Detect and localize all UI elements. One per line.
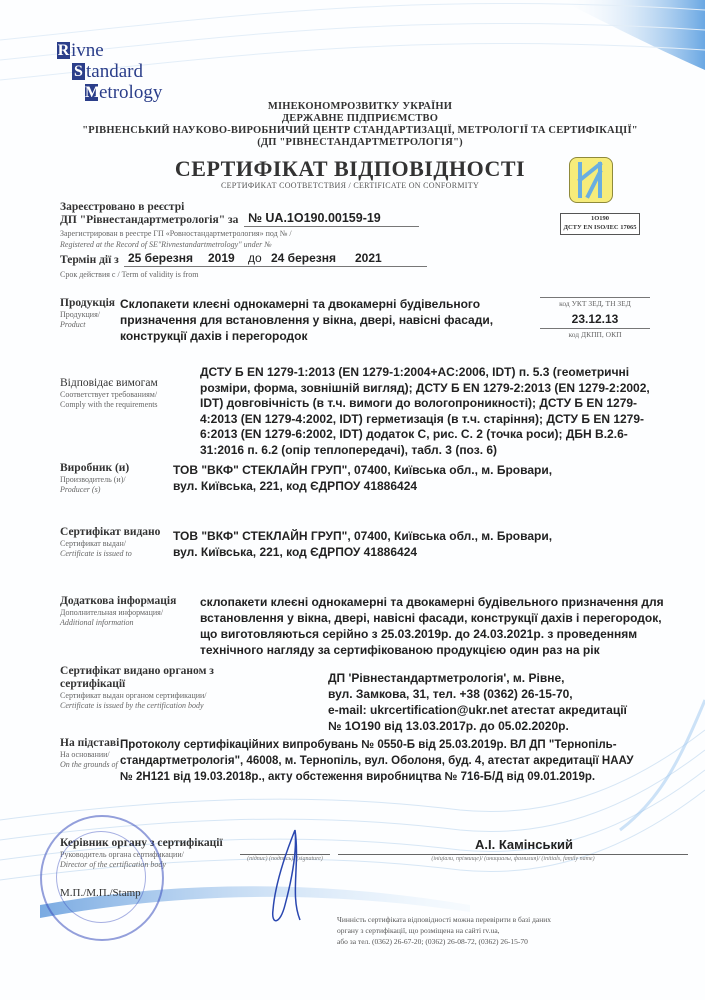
accreditation-info-box — [560, 213, 640, 235]
product-line: Склопакети клеєні однокамерні та двокамерні будівельного — [120, 297, 481, 311]
registration-number: № UA.1O190.00159-19 — [248, 211, 381, 225]
producer-line: вул. Київська, 221, код ЄДРПОУ 41886424 — [173, 479, 418, 493]
signer-name: А.І. Камінський — [475, 837, 573, 852]
requirements-line: 4:2013 (EN 1279-4:2002, IDT) герметизація (в т.ч. старіння); ДСТУ Б EN 1279- — [200, 411, 645, 426]
head-label: Керівник органу з сертифікації — [60, 837, 223, 849]
registration-number-field — [244, 211, 419, 227]
registration-label-2: ДП "Рівнестандартметрологія" за — [60, 214, 239, 226]
logo-line-standard — [72, 61, 162, 82]
issued-by-line: № 1О190 від 13.03.2017р. до 05.02.2020р. — [328, 719, 569, 733]
requirements-line: 6:2013 (EN 1279-6:2002, IDT) додаток С, рис. С. 2 (точка роси); ДБН В.2.6- — [200, 427, 628, 441]
issued-to-label-block — [60, 526, 180, 559]
producer-label-en: Producer (s) — [60, 485, 101, 494]
validity-from-date: 25 березня — [128, 251, 193, 265]
issued-by-value — [328, 670, 688, 734]
requirements-line: розміри, форма, зовнішній вигляд); ДСТУ Б EN 1279-2:2013 (EN 1279-2:2002, — [200, 380, 650, 395]
accreditation-badge-icon — [569, 157, 613, 203]
requirements-label: Відповідає вимогам — [60, 377, 158, 389]
accreditation-standard: ДСТУ EN ISO/IEC 17065 — [563, 224, 637, 231]
signature-scribble-icon — [255, 825, 335, 935]
validity-to-date: 24 березня — [271, 251, 336, 265]
additional-line: встановлення у вікна, двері, навісні фасади, конструкції дахів і перегородок, — [200, 611, 662, 625]
validity-to-year: 2021 — [355, 251, 382, 265]
grounds-label-ru: На основании/ — [60, 750, 110, 759]
product-line: конструкції дахів і перегородок — [120, 329, 308, 343]
issued-to-label-ru: Сертификат выдан/ — [60, 539, 127, 548]
code-top-label: код УКТ ЗЕД, ТН ЗЕД — [540, 297, 650, 308]
validity-field — [124, 251, 427, 267]
grounds-label: На підставі — [60, 737, 120, 749]
validity-sub: Срок действия с / Term of validity is from — [60, 270, 199, 279]
note-line: Чинність сертифіката відповідності можна перевірити в базі даних — [337, 915, 552, 924]
head-label-ru: Руководитель органа сертификации/ — [60, 850, 184, 859]
code-bottom-label: код ДКПП, ОКП — [540, 328, 650, 339]
product-code-box — [540, 297, 650, 339]
producer-value — [173, 462, 653, 494]
grounds-label-en: On the grounds of — [60, 760, 118, 769]
center-name: "РІВНЕНСЬКИЙ НАУКОВО-ВИРОБНИЧИЙ ЦЕНТР СТАНДАРТИЗАЦІЇ, МЕТРОЛОГІЇ ТА СЕРТИФІКАЦІЇ" — [82, 125, 638, 136]
signature-caption: (підпис) (подпись)/ (signature) — [240, 854, 330, 862]
logo-text: tandard — [86, 61, 143, 82]
requirements-label-block — [60, 377, 180, 410]
enterprise-type: ДЕРЖАВНЕ ПІДПРИЄМСТВО — [281, 113, 439, 124]
product-label-block — [60, 297, 120, 330]
producer-line: ТОВ "ВКФ" СТЕКЛАЙН ГРУП", 07400, Київська обл., м. Бровари, — [173, 463, 553, 477]
producer-label-block — [60, 462, 180, 495]
grounds-line: Протоколу сертифікаційних випробувань № 0550-Б від 25.03.2019р. ВЛ ДП "Тернопіль- — [120, 739, 617, 751]
logo-cap: R — [57, 42, 70, 59]
requirements-label-ru: Соответствует требованиям/ — [60, 390, 158, 399]
issued-by-label-en: Certificate is issued by the certification body — [60, 701, 204, 710]
additional-line: що виготовляються серійно з 25.03.2019р. до 24.03.2021р. з проведенням — [200, 627, 638, 641]
additional-label-block — [60, 595, 200, 628]
document-subtitle: СЕРТИФИКАТ СООТВЕТСТВИЯ / CERTIFICATE ON CONFORMITY — [220, 181, 480, 190]
issued-by-line: ДП 'Рівнестандартметрологія', м. Рівне, — [328, 671, 565, 685]
additional-line: технічного нагляду за сертифікованою продукцією один раз на рік — [200, 643, 600, 657]
product-label-ru: Продукция/ — [60, 310, 100, 319]
product-label: Продукція — [60, 297, 115, 309]
validity-to-word: до — [248, 251, 262, 265]
logo-line-metrology — [85, 82, 162, 103]
product-label-en: Product — [60, 320, 86, 329]
additional-line: склопакети клеєні однокамерні та двокамерні будівельного призначення для — [200, 595, 664, 609]
requirements-value — [200, 365, 680, 458]
requirements-line: ДСТУ Б EN 1279-1:2013 (EN 1279-1:2004+AC:2006, IDT) п. 5.3 (геометричні — [200, 365, 630, 379]
logo-text: etrology — [99, 82, 163, 103]
grounds-value — [120, 737, 700, 785]
signer-name-caption: (ініціали, прізвище)/ (инициалы, фамилия)/ (initials, family name) — [338, 854, 688, 862]
ministry-name: МІНЕКОНОМРОЗВИТКУ УКРАЇНИ — [267, 101, 453, 112]
issued-to-label: Сертифікат видано — [60, 526, 161, 538]
verification-note — [337, 914, 551, 947]
logo-cap: S — [72, 63, 85, 80]
requirements-line: 31:2016 п. 6.2 (опір теплопередачі), табл. 3 (поз. 6) — [200, 442, 498, 457]
registration-label-1: Зареєстровано в реєстрі — [60, 201, 185, 213]
producer-label: Виробник (и) — [60, 462, 130, 474]
additional-value — [200, 594, 680, 658]
issued-by-label: Сертифікат видано органом з сертифікації — [60, 665, 214, 690]
issued-by-label-ru: Сертификат выдан органом сертификации/ — [60, 691, 207, 700]
document-title: СЕРТИФІКАТ ВІДПОВІДНОСТІ — [174, 156, 526, 181]
additional-label-ru: Дополнительная информация/ — [60, 608, 164, 617]
accreditation-number: 1О190 — [590, 215, 610, 222]
issued-by-label-block — [60, 665, 260, 711]
issued-by-line: e-mail: ukrcertification@ukr.net атестат акредитації — [328, 703, 627, 717]
issued-by-line: вул. Замкова, 31, тел. +38 (0362) 26-15-70, — [328, 687, 573, 701]
product-line: призначення для встановлення у вікна, двері, навісні фасади, — [120, 313, 494, 327]
note-line: або за тел. (0362) 26-67-20; (0362) 26-08-72, (0362) 26-15-70 — [337, 937, 528, 946]
validity-label: Термін дії з — [60, 254, 119, 266]
logo-line-rivne — [57, 40, 162, 61]
product-value — [120, 296, 540, 344]
head-label-en: Director of the certification body — [60, 860, 166, 869]
issued-to-label-en: Certificate is issued to — [60, 549, 132, 558]
logo-text: ivne — [71, 40, 104, 61]
na-glyph-icon — [570, 158, 612, 202]
issued-to-line: вул. Київська, 221, код ЄДРПОУ 41886424 — [173, 545, 418, 559]
validity-from-year: 2019 — [208, 251, 235, 265]
note-line: органу з сертифікації, що розміщена на сайті rv.ua, — [337, 926, 500, 935]
logo-cap: M — [85, 84, 101, 101]
requirements-label-en: Comply with the requirements — [60, 400, 158, 409]
official-stamp — [40, 815, 164, 941]
additional-label: Додаткова інформація — [60, 595, 177, 607]
registration-sub-en: Registered at the Record of SE"Rivnestandartmetrology" under № — [60, 240, 272, 249]
producer-label-ru: Производитель (и)/ — [60, 475, 126, 484]
issued-to-value — [173, 528, 653, 560]
rsm-logo — [57, 40, 162, 103]
stamp-label: М.П./М.П./Stamp — [60, 887, 141, 899]
registration-sub-ru: Зарегистрирован в реестре ГП «Ровностандартметрология» под № / — [60, 229, 292, 238]
grounds-line: стандартметрологія", 46008, м. Тернопіль, вул. Оболоня, буд. 4, атестат акредитації НААУ — [120, 755, 634, 767]
product-code: 23.12.13 — [571, 312, 619, 326]
stamp-inner-ring — [56, 831, 146, 923]
grounds-line: № 2Н121 від 19.03.2018р., акту обстеження виробництва № 716-Б/Д від 09.01.2019р. — [120, 771, 596, 783]
issued-to-line: ТОВ "ВКФ" СТЕКЛАЙН ГРУП", 07400, Київська обл., м. Бровари, — [173, 529, 553, 543]
additional-label-en: Additional information — [60, 618, 134, 627]
requirements-line: IDT) довговічність (в т.ч. вимоги до вологопроникності); ДСТУ Б EN 1279- — [200, 396, 638, 410]
center-short-name: (ДП "РІВНЕСТАНДАРТМЕТРОЛОГІЯ") — [257, 137, 463, 148]
